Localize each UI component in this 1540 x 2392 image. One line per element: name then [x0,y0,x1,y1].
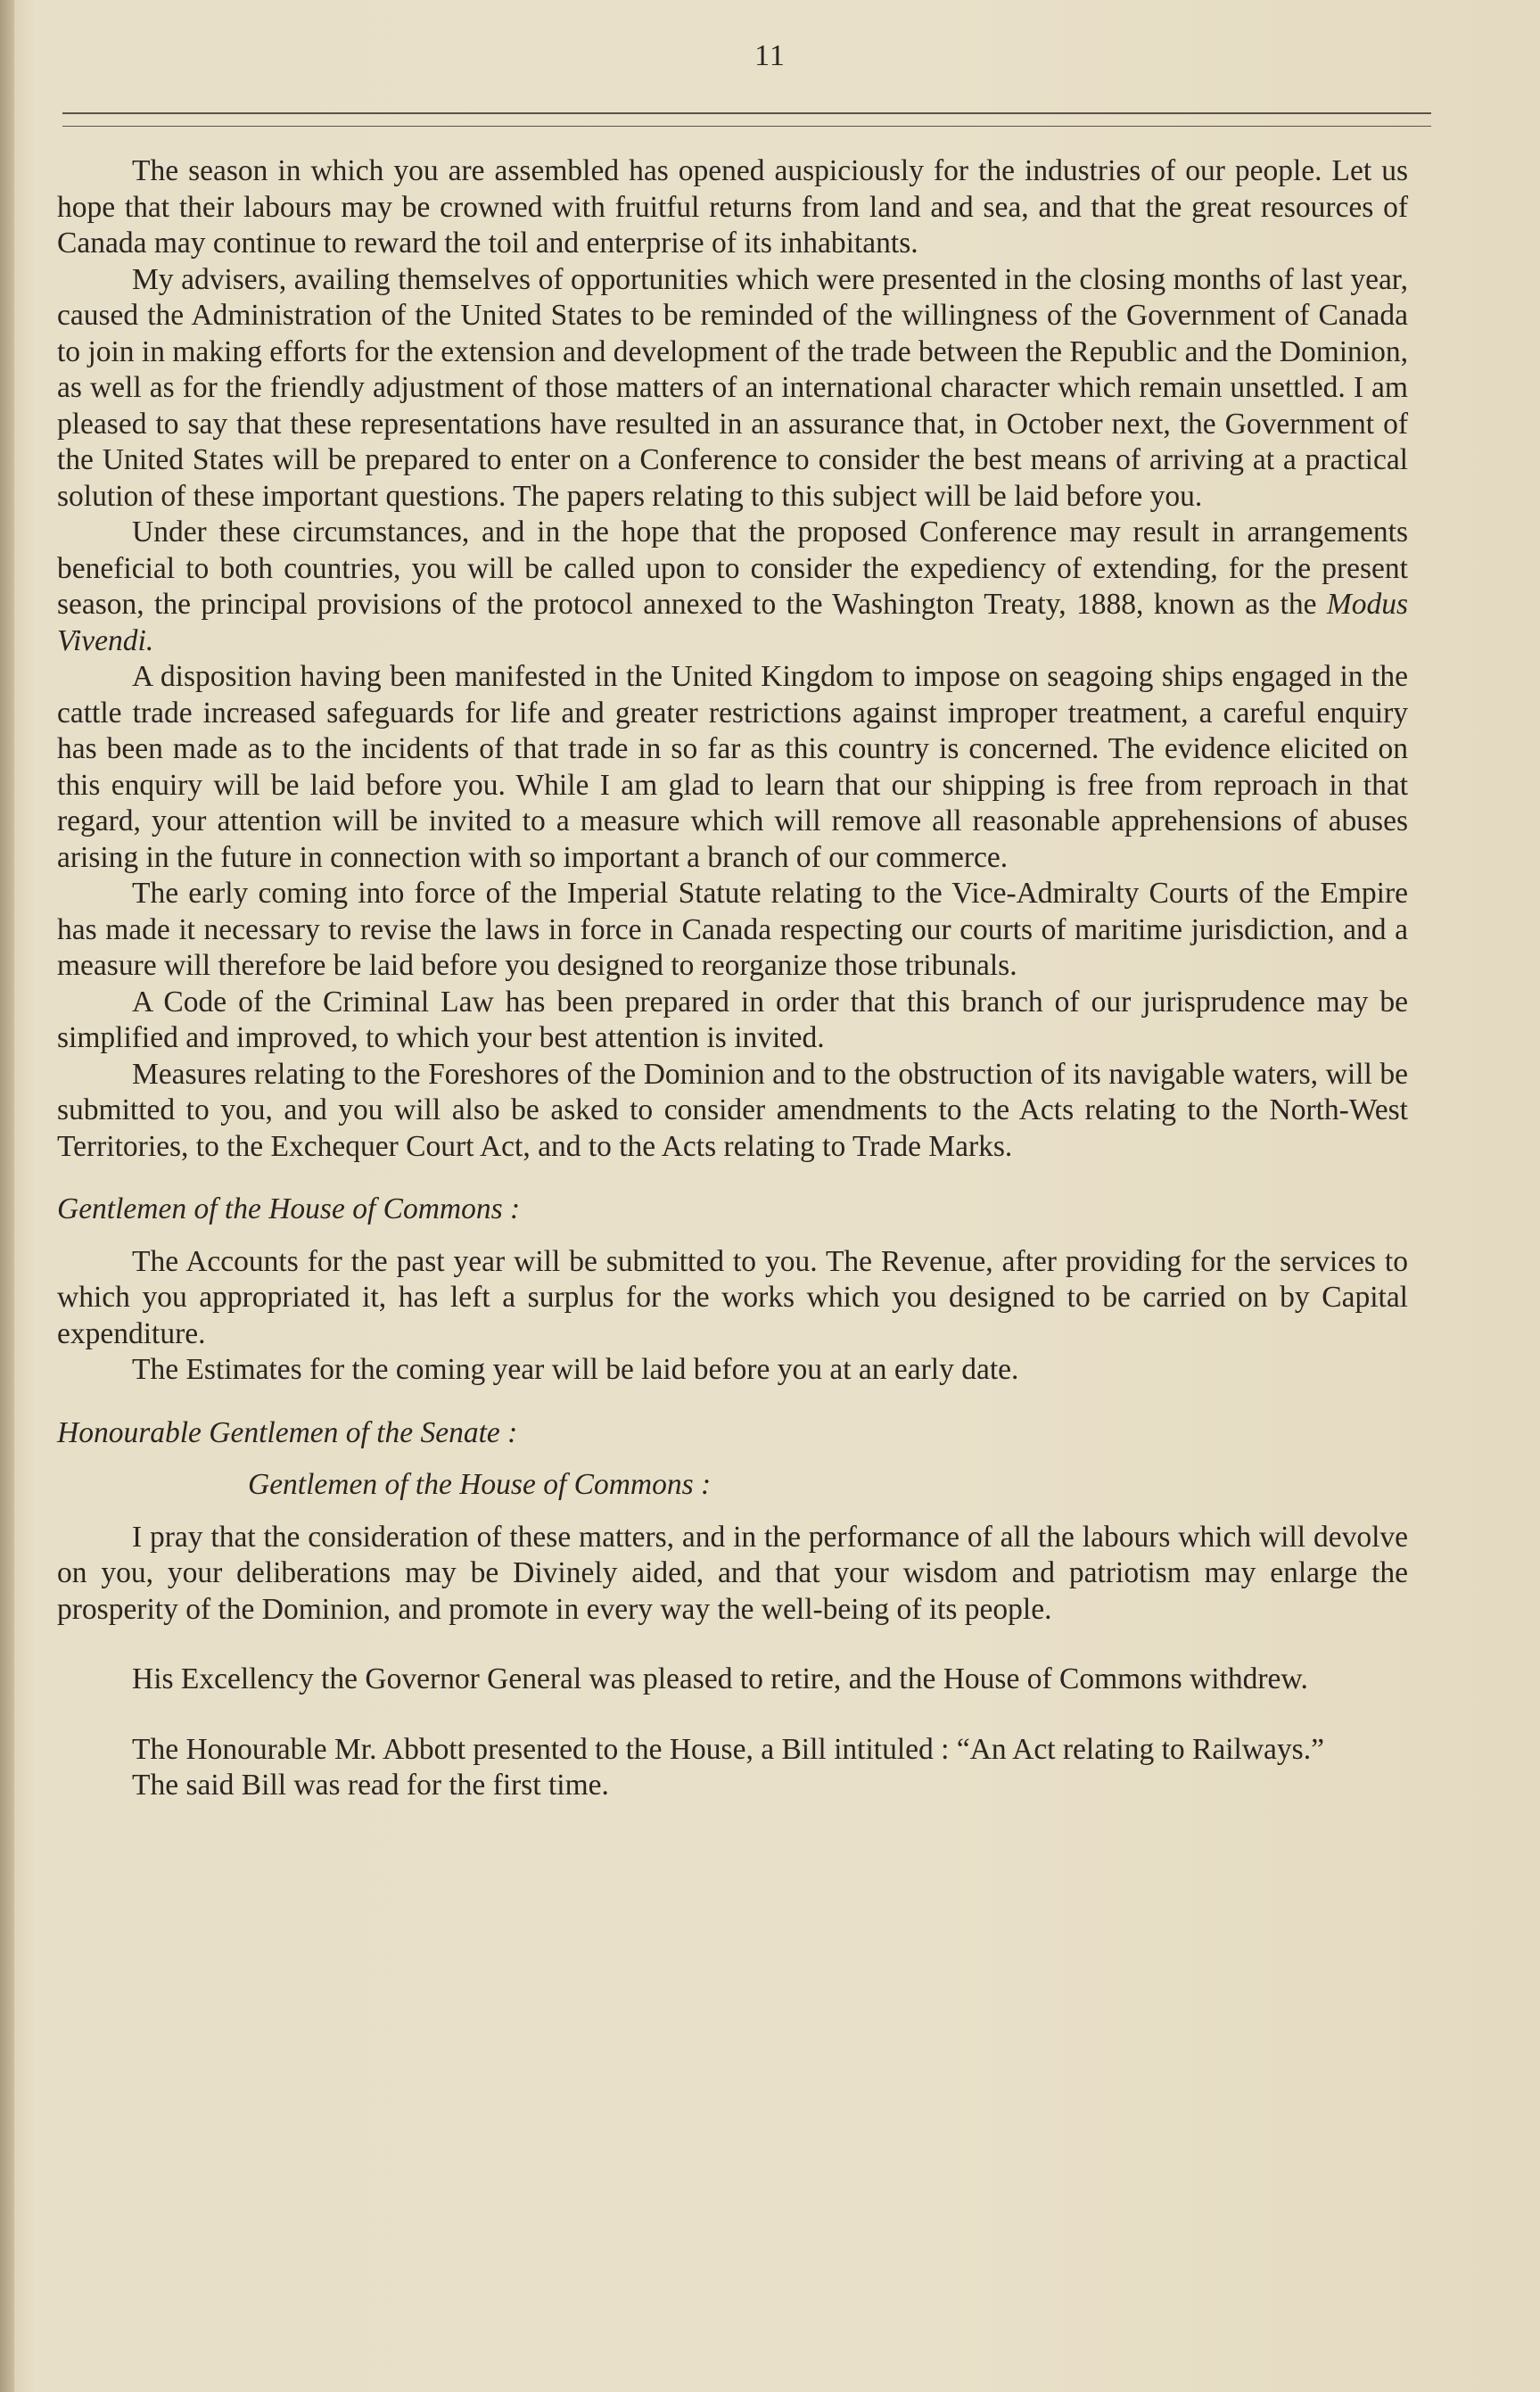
subheading-house-of-commons: Gentlemen of the House of Commons : [248,1468,712,1501]
header-rule-top [62,112,1431,114]
paragraph-bill-read: The said Bill was read for the first time. [132,1769,609,1802]
spacer [57,1628,1408,1662]
binding-edge [0,0,14,2392]
paragraph-modus-vivendi-text: Under these circumstances, and in the hope that the proposed Conference may result in arrangements beneficial to both countries, you will be called upon to consider the expediency of extending, for the present season, the principal provisions of the protocol annexed to the Washington Treaty, 1888, known as the [57,516,1408,621]
spacer [57,1698,1408,1732]
page-number: 11 [754,39,786,72]
paragraph-withdrawal: His Excellency the Governor General was pleased to retire, and the House of Commons withdrew. [132,1662,1308,1695]
heading-house-of-commons: Gentlemen of the House of Commons : [57,1192,521,1225]
paragraph-closing-prayer: I pray that the consideration of these matters, and in the performance of all the labours which will devolve on you, your deliberations may be Divinely aided, and that your wisdom and patriotism may enlarge the prosperity of the Dominion, and promote in every way the well-being of its people. [57,1520,1408,1626]
paragraph-vice-admiralty: The early coming into force of the Imperial Statute relating to the Vice-Admiralty Courts of the Empire has made it necessary to revise the laws in force in Canada respecting our courts of maritime jurisdiction, and a measure will therefore be laid before you designed to reorganize those tribunals. [57,877,1408,982]
paragraph-estimates: The Estimates for the coming year will be laid before you at an early date. [132,1353,1019,1386]
heading-senate: Honourable Gentlemen of the Senate : [57,1415,518,1449]
header-rule-bottom [62,126,1431,127]
paragraph-foreshores: Measures relating to the Foreshores of the Dominion and to the obstruction of its navigable waters, will be submitted to you, and you will also be asked to consider amendments to the Acts relating to the North-West Territories, to the Exchequer Court Act, and to the Acts relating to Trade Marks. [57,1057,1408,1163]
paragraph-cattle-trade: A disposition having been manifested in the United Kingdom to impose on seagoing ships engaged in the cattle trade increased safeguards for life and greater restrictions against improper treatment, a careful enquiry has been made as to the incidents of that trade in so far as this country is concerned. The evidence elicited on this enquiry will be laid before you. While I am glad to learn that our shipping is free from reproach in that regard, your attention will be invited to a measure which will remove all reasonable apprehensions of abuses arising in the future in connection with so important a branch of our commerce. [57,660,1408,874]
modus-vivendi-term: Modus Vivendi. [57,588,1408,657]
paragraph-advisers: My advisers, availing themselves of opportunities which were presented in the closing months of last year, caused the Administration of the United States to be reminded of the willingness of the Government of Canada to join in making efforts for the extension and development of the trade between the Republic and the Dominion, as well as for the friendly adjustment of those matters of an international character which remain unsettled. I am pleased to say that these representations have resulted in an assurance that, in October next, the Government of the United States will be prepared to enter on a Conference to consider the best means of arriving at a practical solution of these important questions. The papers relating to this subject will be laid before you. [57,262,1408,513]
paragraph-accounts: The Accounts for the past year will be submitted to you. The Revenue, after providing for the services to which you appropriated it, has left a surplus for the works which you designed to be carried on by Capital expenditure. [57,1244,1408,1350]
paragraph-modus-vivendi [57,515,1408,659]
paragraph-season: The season in which you are assembled has opened auspiciously for the industries of our people. Let us hope that their labours may be crowned with fruitful returns from land and sea, and that the great resources of Canada may continue to reward the toil and enterprise of its inhabitants. [57,154,1408,260]
paragraph-criminal-code: A Code of the Criminal Law has been prepared in order that this branch of our jurisprudence may be simplified and improved, to which your best attention is invited. [57,985,1408,1054]
paragraph-bill-presented: The Honourable Mr. Abbott presented to the House, a Bill intituled : “An Act relating to Railways.” [132,1732,1324,1766]
page-body [57,153,1408,1804]
